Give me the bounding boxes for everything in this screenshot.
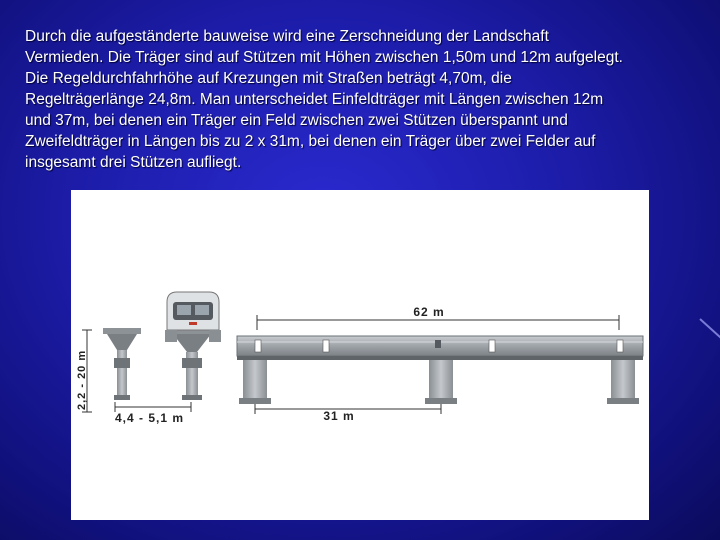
support-pillar-2 [425, 360, 457, 404]
description-line-7: insgesamt drei Stützen aufliegt. [25, 154, 242, 171]
span-31m-label: 31 m [323, 409, 355, 423]
guideway-diagram [71, 190, 649, 520]
span-62m-dimension [257, 305, 619, 330]
description-line-5: und 37m, bei denen ein Träger ein Feld zwischen zwei Stützen überspannt und [25, 112, 568, 129]
width-dimension [115, 402, 191, 425]
guideway-drawing [71, 190, 649, 520]
description-line-6: Zweifeldträger in Längen bis zu 2 x 31m, bei denen ein Träger über zwei Felder auf [25, 133, 596, 150]
height-label: 2,2 - 20 m [76, 349, 88, 410]
width-label: 4,4 - 5,1 m [115, 411, 185, 425]
span-62m-label: 62 m [413, 305, 445, 319]
guideway-beam [237, 336, 643, 360]
support-pillar-3 [607, 360, 639, 404]
height-dimension [76, 330, 92, 412]
description-line-1: Durch die aufgeständerte bauweise wird eine Zerschneidung der Landschaft [25, 28, 549, 45]
description-text [25, 26, 715, 173]
description-line-4: Regelträgerlänge 24,8m. Man unterscheidet Einfeldträger mit Längen zwischen 12m [25, 91, 604, 108]
span-31m-dimension [255, 404, 441, 423]
support-pillar-1 [239, 360, 271, 404]
t-pillar-left [103, 328, 141, 400]
description-line-3: Die Regeldurchfahrhöhe auf Krezungen mit Straßen beträgt 4,70m, die [25, 70, 512, 87]
description-line-2: Vermieden. Die Träger sind auf Stützen mit Höhen zwischen 1,50m und 12m aufgelegt. [25, 49, 623, 66]
decorative-line [699, 318, 720, 340]
